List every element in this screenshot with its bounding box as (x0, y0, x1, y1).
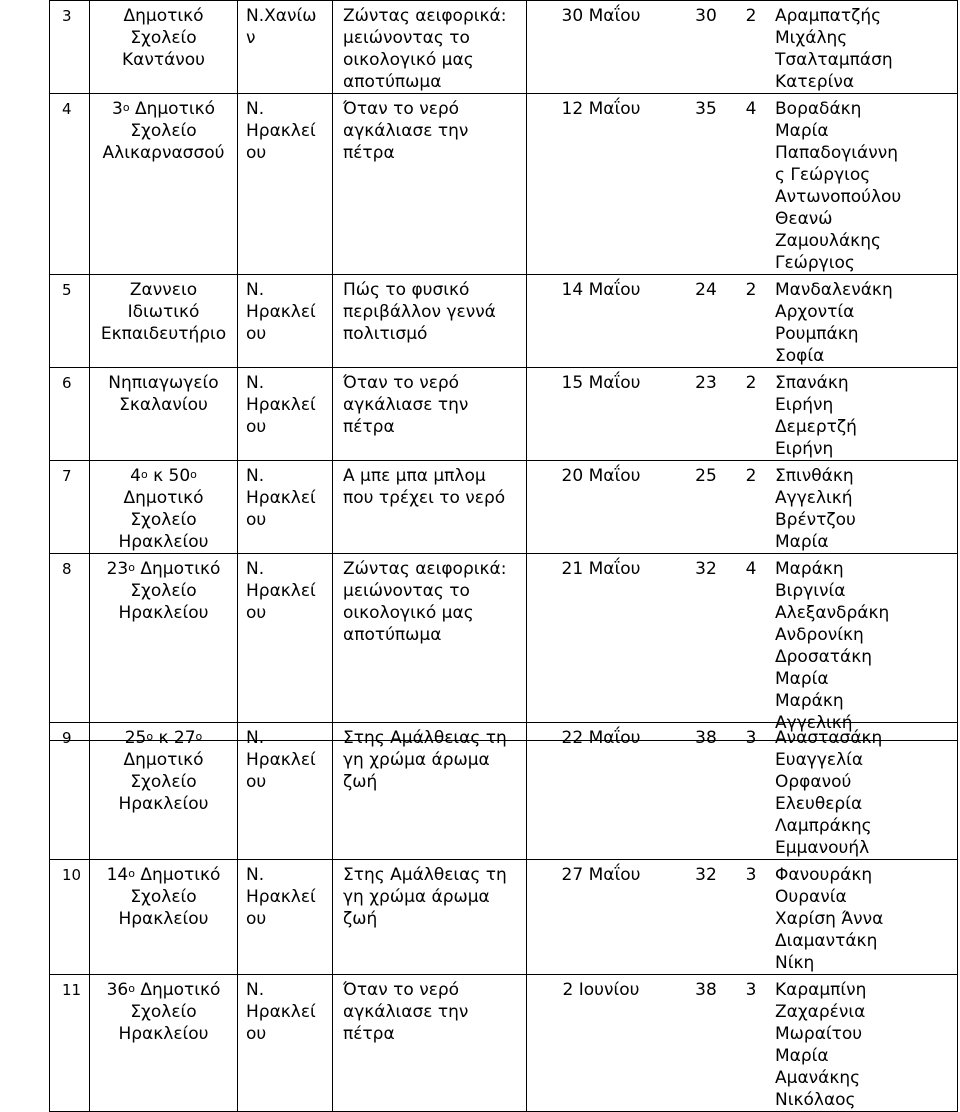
prefecture-line: Ν. (246, 865, 265, 885)
program-title-line: Όταν το νερό (343, 980, 460, 1000)
visit-date: 27 Μαΐου (561, 865, 641, 885)
prefecture-line: Ν.Χανίω (246, 6, 317, 26)
student-count: 38 (695, 728, 717, 748)
prefecture-line: ου (246, 909, 267, 929)
table-row (50, 275, 958, 368)
teacher-name: Ευαγγελία (775, 750, 864, 770)
teacher-name: Αναστασάκη (775, 728, 883, 748)
visit-details-cell (527, 461, 958, 554)
school-line: Σχολείο (130, 1002, 197, 1022)
student-count: 35 (695, 99, 717, 119)
prefecture-cell (238, 1, 333, 94)
teacher-name: Αλεξανδράκη (775, 603, 890, 623)
teacher-name: Νίκη (775, 953, 815, 973)
visit-details (527, 372, 957, 460)
prefecture-line: ου (246, 143, 267, 163)
teacher-name: Μαρία (775, 669, 829, 689)
visit-date: 12 Μαΐου (561, 99, 641, 119)
visit-details (527, 979, 957, 1111)
teacher-names (765, 864, 957, 974)
teacher-count: 4 (745, 559, 757, 579)
school-cell (90, 723, 238, 860)
program-title-line: Α μπε μπα μπλομ (343, 466, 486, 486)
student-count: 24 (695, 280, 717, 300)
teacher-name: Φανουράκη (775, 865, 873, 885)
student-count: 30 (695, 6, 717, 26)
school-line: $3^o$ Δημοτικό (112, 99, 215, 119)
student-count: 25 (695, 466, 717, 486)
teacher-name: Χαρίση Άννα (775, 909, 884, 929)
prefecture-line: Ν. (246, 728, 265, 748)
teacher-name: Ρουμπάκη (775, 324, 859, 344)
visit-details (527, 5, 957, 93)
table-row (50, 461, 958, 554)
prefecture-line: Ηρακλεί (246, 395, 316, 415)
visit-details-cell (527, 94, 958, 275)
school-line: Καντάνου (121, 50, 206, 70)
program-title-cell (333, 554, 527, 741)
teacher-name: Παπαδογιάννη (775, 143, 899, 163)
teacher-count: 3 (745, 728, 757, 748)
program-title-line: πέτρα (343, 1024, 395, 1044)
teacher-name: Ζαμουλάκης (775, 231, 881, 251)
prefecture-line: ου (246, 772, 267, 792)
teacher-name: Μαρία (775, 121, 829, 141)
program-title-line: Στης Αμάλθειας τη (343, 728, 507, 748)
program-title-line: αποτύπωμα (343, 72, 442, 92)
prefecture-line: Ηρακλεί (246, 1002, 316, 1022)
visit-date: 14 Μαΐου (561, 280, 641, 300)
program-title-line: Ζώντας αειφορικά: (343, 559, 507, 579)
program-title-cell (333, 94, 527, 275)
program-title-line: μειώνοντας το (343, 581, 470, 601)
visit-details-cell (527, 275, 958, 368)
school-cell (90, 860, 238, 975)
teacher-name: Κατερίνα (775, 72, 855, 92)
table-row (50, 1, 958, 94)
program-title-line: γη χρώμα άρωμα (343, 750, 490, 770)
prefecture-cell (238, 723, 333, 860)
program-title-line: ζωή (343, 909, 378, 929)
teacher-names (765, 465, 957, 553)
teacher-count: 3 (745, 980, 757, 1000)
visit-details (527, 98, 957, 274)
program-title-cell (333, 975, 527, 1112)
program-title-cell (333, 723, 527, 860)
teacher-names (765, 727, 957, 859)
prefecture-cell (238, 275, 333, 368)
student-count: 38 (695, 980, 717, 1000)
program-title-line: πολιτισμό (343, 324, 428, 344)
prefecture-line: Ν. (246, 980, 265, 1000)
prefecture-line: ν (246, 28, 256, 48)
program-title-line: οικολογικό μας (343, 50, 474, 70)
visit-date: 22 Μαΐου (561, 728, 641, 748)
school-line: Σκαλανίου (119, 395, 208, 415)
teacher-name: Αγγελική (775, 488, 853, 508)
teacher-name: Αγγελική (775, 713, 853, 733)
teacher-name: Βοραδάκη (775, 99, 862, 119)
teacher-name: Μαράκη (775, 559, 844, 579)
teacher-names (765, 279, 957, 367)
teacher-name: Μαρία (775, 1046, 829, 1066)
teacher-name: Μιχάλης (775, 28, 848, 48)
teacher-name: Μωραίτου (775, 1024, 863, 1044)
program-title-line: αποτύπωμα (343, 625, 442, 645)
school-line: Ιδιωτικό (127, 302, 200, 322)
program-title-line: οικολογικό μας (343, 603, 474, 623)
teacher-name: Ειρήνη (775, 439, 834, 459)
row-number: 5 (50, 275, 90, 368)
program-title-cell (333, 368, 527, 461)
table-row (50, 554, 958, 741)
row-number: 8 (50, 554, 90, 741)
table-row (50, 860, 958, 975)
visit-details-cell (527, 860, 958, 975)
prefecture-line: ου (246, 324, 267, 344)
prefecture-line: Ηρακλεί (246, 121, 316, 141)
school-cell (90, 275, 238, 368)
teacher-names (765, 558, 957, 734)
school-line: Σχολείο (130, 581, 197, 601)
row-number: 4 (50, 94, 90, 275)
visits-table-2 (49, 722, 958, 1112)
visit-date: 20 Μαΐου (561, 466, 641, 486)
prefecture-line: Ν. (246, 99, 265, 119)
school-line: $36^o$ Δημοτικό (106, 980, 221, 1000)
prefecture-line: Ηρακλεί (246, 488, 316, 508)
teacher-names (765, 5, 957, 93)
teacher-name: Λαμπράκης (775, 816, 872, 836)
visit-details (527, 279, 957, 367)
teacher-name: Σπινθάκη (775, 466, 854, 486)
teacher-name: Διαμαντάκη (775, 931, 878, 951)
teacher-name: Εμμανουήλ (775, 838, 870, 858)
student-count: 32 (695, 865, 717, 885)
school-line: Σχολείο (130, 121, 197, 141)
teacher-name: Τσαλταμπάση (775, 50, 893, 70)
row-number: 11 (50, 975, 90, 1112)
program-title-line: αγκάλιασε την (343, 1002, 469, 1022)
teacher-count: 2 (745, 466, 757, 486)
program-title-line: Στης Αμάλθειας τη (343, 865, 507, 885)
teacher-name: Ειρήνη (775, 395, 834, 415)
school-cell (90, 94, 238, 275)
visit-details (527, 727, 957, 859)
prefecture-line: Ν. (246, 280, 265, 300)
school-line: $14^o$ Δημοτικό (106, 865, 221, 885)
row-number: 3 (50, 1, 90, 94)
teacher-name: Δροσατάκη (775, 647, 873, 667)
visit-date: 21 Μαΐου (561, 559, 641, 579)
school-line: Δημοτικό (123, 6, 204, 26)
visit-details (527, 465, 957, 553)
school-line: Ηρακλείου (118, 1024, 209, 1044)
row-number: 10 (50, 860, 90, 975)
prefecture-line: Ηρακλεί (246, 581, 316, 601)
program-title-line: Όταν το νερό (343, 373, 460, 393)
visit-details-cell (527, 554, 958, 741)
visit-date: 2 Ιουνίου (562, 980, 640, 1000)
school-line: Νηπιαγωγείο (108, 373, 219, 393)
row-number: 9 (50, 723, 90, 860)
prefecture-line: ου (246, 1024, 267, 1044)
program-title-line: πέτρα (343, 417, 395, 437)
teacher-name: Σπανάκη (775, 373, 849, 393)
table-row (50, 975, 958, 1112)
teacher-name: Ανδρονίκη (775, 625, 864, 645)
visit-details-cell (527, 723, 958, 860)
prefecture-cell (238, 368, 333, 461)
visit-details-cell (527, 368, 958, 461)
school-cell (90, 975, 238, 1112)
prefecture-line: Ηρακλεί (246, 750, 316, 770)
row-number: 6 (50, 368, 90, 461)
prefecture-line: ου (246, 603, 267, 623)
program-title-line: αγκάλιασε την (343, 395, 469, 415)
teacher-name: Ορφανού (775, 772, 852, 792)
program-title-cell (333, 461, 527, 554)
prefecture-cell (238, 94, 333, 275)
prefecture-line: Ν. (246, 559, 265, 579)
school-line: Δημοτικό (123, 488, 204, 508)
teacher-name: Μανδαλενάκη (775, 280, 893, 300)
teacher-name: Καραμπίνη (775, 980, 867, 1000)
teacher-name: Θεανώ (775, 209, 833, 229)
prefecture-line: Ν. (246, 373, 265, 393)
student-count: 23 (695, 373, 717, 393)
visit-details-cell (527, 1, 958, 94)
school-line: Σχολείο (130, 887, 197, 907)
prefecture-cell (238, 860, 333, 975)
program-title-line: Όταν το νερό (343, 99, 460, 119)
program-title-line: αγκάλιασε την (343, 121, 469, 141)
teacher-name: Ζαχαρένια (775, 1002, 866, 1022)
school-line: $23^o$ Δημοτικό (106, 559, 221, 579)
school-line: Σχολείο (130, 510, 197, 530)
prefecture-cell (238, 975, 333, 1112)
teacher-names (765, 98, 957, 274)
table-row (50, 723, 958, 860)
program-title-line: ζωή (343, 772, 378, 792)
visit-details (527, 864, 957, 974)
teacher-name: Ουρανία (775, 887, 847, 907)
teacher-name: Βιργινία (775, 581, 846, 601)
school-line: Σχολείο (130, 772, 197, 792)
prefecture-line: Ηρακλεί (246, 302, 316, 322)
teacher-name: Αμανάκης (775, 1068, 861, 1088)
prefecture-line: Ν. (246, 466, 265, 486)
prefecture-line: ου (246, 417, 267, 437)
school-line: Εκπαιδευτήριο (100, 324, 227, 344)
visits-table-1 (49, 0, 958, 741)
program-title-cell (333, 275, 527, 368)
program-title-line: περιβάλλον γεννά (343, 302, 496, 322)
school-line: $4^o$ κ $50^o$ (130, 466, 197, 486)
teacher-name: Μαράκη (775, 691, 844, 711)
program-title-line: που τρέχει το νερό (343, 488, 506, 508)
program-title-line: Πώς το φυσικό (343, 280, 470, 300)
school-cell (90, 554, 238, 741)
school-line: Ηρακλείου (118, 909, 209, 929)
program-title-line: γη χρώμα άρωμα (343, 887, 490, 907)
teacher-name: Σοφία (775, 346, 825, 366)
teacher-count: 3 (745, 865, 757, 885)
school-line: Δημοτικό (123, 750, 204, 770)
visit-details (527, 558, 957, 734)
teacher-name: Ελευθερία (775, 794, 863, 814)
school-line: Ηρακλείου (118, 603, 209, 623)
school-line: Ηρακλείου (118, 532, 209, 552)
prefecture-line: Ηρακλεί (246, 887, 316, 907)
teacher-names (765, 979, 957, 1111)
teacher-names (765, 372, 957, 460)
prefecture-cell (238, 461, 333, 554)
teacher-count: 4 (745, 99, 757, 119)
school-line: $25^o$ κ $27^o$ (124, 728, 203, 748)
teacher-count: 2 (745, 6, 757, 26)
teacher-name: ς Γεώργιος (775, 165, 871, 185)
school-cell (90, 461, 238, 554)
school-line: Ζαννειο (129, 280, 198, 300)
visit-date: 30 Μαΐου (561, 6, 641, 26)
teacher-count: 2 (745, 280, 757, 300)
teacher-name: Αρχοντία (775, 302, 855, 322)
teacher-name: Δεμερτζή (775, 417, 857, 437)
teacher-name: Νικόλαος (775, 1090, 856, 1110)
teacher-count: 2 (745, 373, 757, 393)
teacher-name: Αραμπατζής (775, 6, 882, 26)
table-row (50, 368, 958, 461)
prefecture-line: ου (246, 510, 267, 530)
school-cell (90, 1, 238, 94)
program-title-cell (333, 1, 527, 94)
student-count: 32 (695, 559, 717, 579)
program-title-line: Ζώντας αειφορικά: (343, 6, 507, 26)
school-line: Αλικαρνασσού (102, 143, 225, 163)
teacher-name: Αντωνοπούλου (775, 187, 902, 207)
teacher-name: Μαρία (775, 532, 829, 552)
school-cell (90, 368, 238, 461)
row-number: 7 (50, 461, 90, 554)
program-title-line: μειώνοντας το (343, 28, 470, 48)
table-row (50, 94, 958, 275)
school-line: Σχολείο (130, 28, 197, 48)
visit-details-cell (527, 975, 958, 1112)
school-line: Ηρακλείου (118, 794, 209, 814)
program-title-cell (333, 860, 527, 975)
visit-date: 15 Μαΐου (561, 373, 641, 393)
teacher-name: Γεώργιος (775, 253, 855, 273)
teacher-name: Βρέντζου (775, 510, 856, 530)
prefecture-cell (238, 554, 333, 741)
program-title-line: πέτρα (343, 143, 395, 163)
